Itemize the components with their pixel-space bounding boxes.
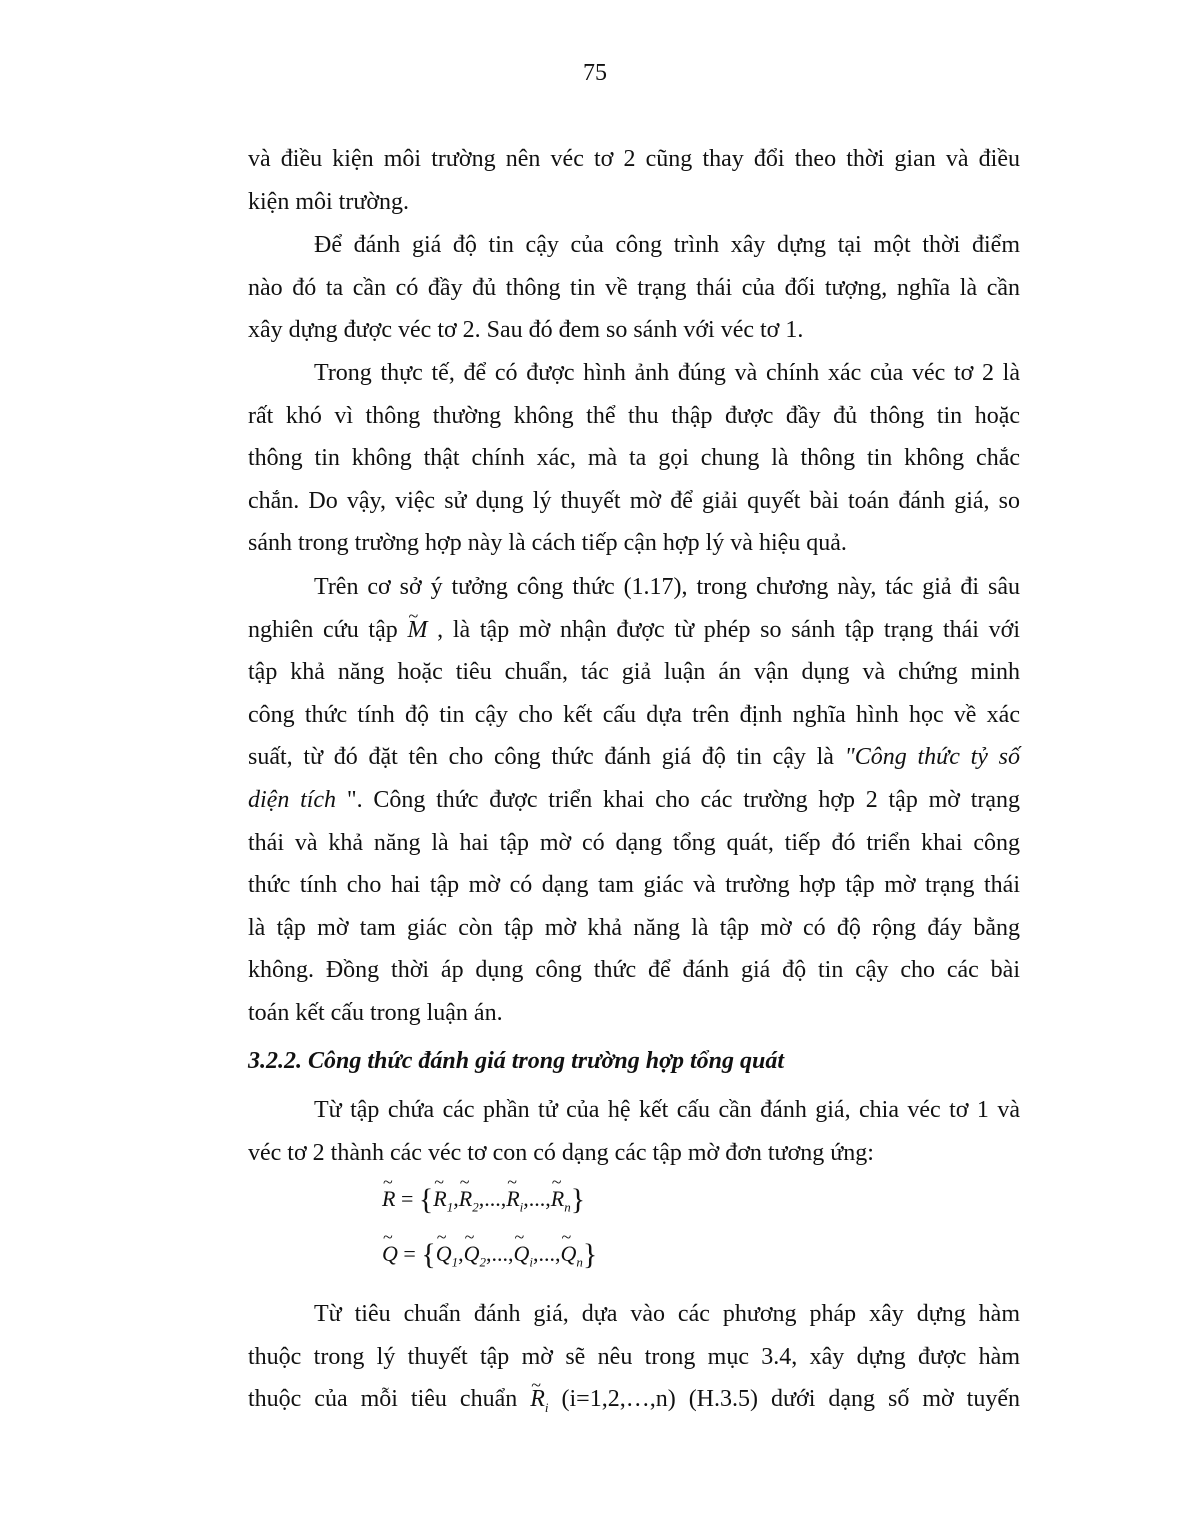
text-line: rất khó vì thông thường không thể thu thập được đầy đủ thông tin hoặc [248, 402, 1020, 429]
formula-q [382, 1238, 597, 1272]
symbol-r-i: ~ R [530, 1378, 545, 1421]
formula-lhs: ~ Q [382, 1241, 398, 1267]
paragraph-1 [248, 138, 1020, 223]
text-line: kiện môi trường. [248, 188, 410, 215]
text-line: véc tơ 2 thành các véc tơ con có dạng các tập mờ đơn tương ứng: [248, 1139, 874, 1166]
paragraph-2 [248, 224, 1020, 352]
equals-sign: = [395, 1186, 419, 1211]
text-line: xây dựng được véc tơ 2. Sau đó đem so sánh với véc tơ 1. [248, 317, 804, 344]
text-line [248, 1378, 1020, 1429]
paragraph-4 [248, 566, 1020, 1035]
text-line: chắn. Do vậy, việc sử dụng lý thuyết mờ để giải quyết bài toán đánh giá, so [248, 487, 1020, 514]
subscript: i [529, 1254, 534, 1270]
subscript: n [576, 1254, 583, 1270]
text-span: thuộc của mỗi tiêu chuẩn [248, 1386, 518, 1413]
formula-term: ~ Q [464, 1241, 480, 1267]
text-line [248, 736, 1020, 779]
formula-term: ~ R [459, 1186, 472, 1212]
text-span: nghiên cứu tập [248, 616, 398, 643]
section-heading: 3.2.2. Công thức đánh giá trong trường hợp tổng quát [248, 1048, 784, 1074]
ellipsis: ,..., [486, 1241, 514, 1266]
open-brace: { [418, 1183, 434, 1216]
subscript: 2 [472, 1199, 479, 1215]
text-line: toán kết cấu trong luận án. [248, 999, 503, 1026]
text-line [248, 609, 1020, 652]
page-number: 75 [583, 60, 607, 86]
ellipsis: ,..., [533, 1241, 561, 1266]
text-line: nào đó ta cần có đầy đủ thông tin về trạng thái của đối tượng, nghĩa là cần [248, 274, 1020, 301]
italic-term: "Công thức tỷ số [844, 744, 1020, 771]
text-line: công thức tính độ tin cậy cho kết cấu dựa trên định nghĩa hình học về xác [248, 701, 1020, 728]
symbol-m-tilde: ~ M [407, 609, 427, 652]
subscript: i [544, 1399, 549, 1415]
text-line: là tập mờ tam giác còn tập mờ khả năng là tập mờ có độ rộng đáy bằng [248, 914, 1020, 941]
text-line: tập khả năng hoặc tiêu chuẩn, tác giả luận án vận dụng và chứng minh [248, 659, 1020, 686]
formula-term: ~ R [551, 1186, 564, 1212]
text-line [248, 779, 1020, 822]
subscript: 2 [479, 1254, 486, 1270]
paragraph-6 [248, 1293, 1020, 1430]
formula-r [382, 1183, 585, 1217]
paragraph-5 [248, 1089, 1020, 1174]
close-brace: } [570, 1183, 586, 1216]
formula-term: ~ Q [514, 1241, 530, 1267]
text-line: Trong thực tế, để có được hình ảnh đúng và chính xác của véc tơ 2 là [314, 360, 1020, 386]
text-span: (i=1,2,…,n) (H.3.5) dưới dạng số mờ tuyến [561, 1386, 1021, 1413]
subscript: 1 [451, 1254, 459, 1270]
subscript: n [564, 1199, 571, 1215]
subscript: 1 [446, 1199, 454, 1215]
separator: , [458, 1241, 464, 1266]
italic-term: diện tích [248, 786, 337, 813]
text-line: không. Đồng thời áp dụng công thức để đánh giá độ tin cậy cho các bài [248, 957, 1020, 984]
separator: , [453, 1186, 459, 1211]
formula-term: ~ Q [436, 1241, 452, 1267]
equals-sign: = [397, 1241, 422, 1266]
text-line: Trên cơ sở ý tưởng công thức (1.17), trong chương này, tác giả đi sâu [314, 574, 1020, 600]
open-brace: { [421, 1238, 436, 1271]
formula-term: ~ Q [561, 1241, 577, 1267]
text-line: sánh trong trường hợp này là cách tiếp cận hợp lý và hiệu quả. [248, 530, 847, 557]
text-span: ". Công thức được triển khai cho các trường hợp 2 tập mờ trạng [336, 786, 1020, 813]
ellipsis: ,..., [523, 1186, 551, 1211]
text-span: suất, từ đó đặt tên cho công thức đánh giá độ tin cậy là [248, 744, 845, 771]
text-line: thông tin không thật chính xác, mà ta gọi chung là thông tin không chắc [248, 445, 1020, 472]
text-line: Để đánh giá độ tin cậy của công trình xây dựng tại một thời điểm [314, 232, 1020, 258]
text-line: thức tính cho hai tập mờ có dạng tam giác và trường hợp tập mờ trạng thái [248, 872, 1020, 899]
ellipsis: ,..., [478, 1186, 507, 1211]
formula-term: ~ R [433, 1186, 446, 1212]
close-brace: } [582, 1238, 598, 1271]
text-line: thái và khả năng là hai tập mờ có dạng tổng quát, tiếp đó triển khai công [248, 829, 1020, 856]
text-line: và điều kiện môi trường nên véc tơ 2 cũng thay đổi theo thời gian và điều [248, 146, 1020, 172]
text-line: Từ tập chứa các phần tử của hệ kết cấu cần đánh giá, chia véc tơ 1 và [314, 1097, 1020, 1123]
text-line: Từ tiêu chuẩn đánh giá, dựa vào các phương pháp xây dựng hàm [314, 1301, 1020, 1327]
formula-lhs: ~ R [382, 1186, 395, 1212]
text-span: , là tập mờ nhận được từ phép so sánh tập trạng thái với [437, 616, 1021, 643]
subscript: i [519, 1199, 524, 1215]
text-line: thuộc trong lý thuyết tập mờ sẽ nêu trong mục 3.4, xây dựng được hàm [248, 1343, 1020, 1370]
formula-term: ~ R [506, 1186, 519, 1212]
paragraph-3 [248, 352, 1020, 565]
